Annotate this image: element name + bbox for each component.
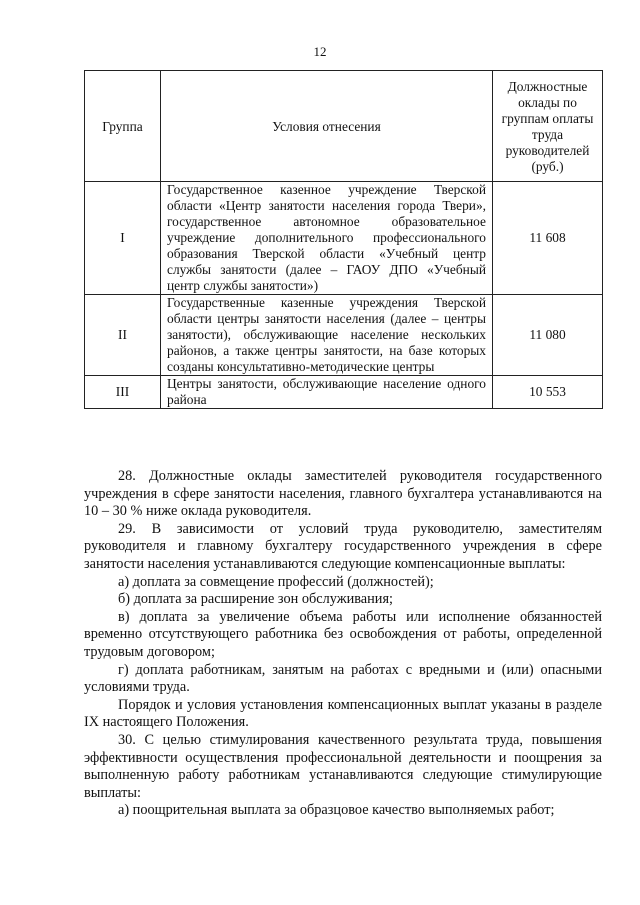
body-text (84, 468, 602, 820)
list-item: а) доплата за совмещение профессий (должностей); (118, 573, 434, 590)
paragraph-order: Порядок и условия установления компенсационных выплат указаны в разделе IX настоящего Положения. (84, 696, 602, 731)
table-row (85, 182, 603, 295)
conditions-cell: Центры занятости, обслуживающие население одного района (161, 376, 493, 409)
group-cell: II (85, 295, 161, 376)
list-item: в) доплата за увеличение объема работы или исполнение обязанностей временно отсутствующего работника без освобождения от работы, определенной трудовым договором; (84, 608, 602, 660)
table-row (85, 376, 603, 409)
list-item: а) поощрительная выплата за образцовое качество выполняемых работ; (118, 802, 555, 819)
paragraph-30: 30. С целью стимулирования качественного результата труда, повышения эффективности осуществления профессиональной деятельности и поощрения за выполненную работу работникам устанавливаются следующие стимулирующие выплаты: (84, 731, 602, 801)
group-cell: III (85, 376, 161, 409)
salary-cell: 10 553 (493, 376, 603, 409)
list-item: г) доплата работникам, занятым на работах с вредными и (или) опасными условиями труда. (84, 661, 602, 696)
conditions-cell: Государственные казенные учреждения Тверской области центры занятости населения (далее – центры занятости), обслуживающие население нескольких районов, а также центры занятости, на базе которых созданы консультативно-методические центры (161, 295, 493, 376)
page-number: 12 (313, 44, 327, 59)
table-header-row (85, 71, 603, 182)
salary-cell: 11 080 (493, 295, 603, 376)
conditions-cell: Государственное казенное учреждение Тверской области «Центр занятости населения города Твери», государственное автономное образовательное учреждение дополнительного профессионального образования Тверской области «Учебный центр службы занятости (далее – ГАОУ ДПО «Учебный центр службы занятости») (161, 182, 493, 295)
paragraph-28: 28. Должностные оклады заместителей руководителя государственного учреждения в сфере занятости населения, главного бухгалтера устанавливаются на 10 – 30 % ниже оклада руководителя. (84, 468, 602, 520)
table-row (85, 295, 603, 376)
salary-groups-table (84, 70, 603, 409)
paragraph-29: 29. В зависимости от условий труда руководителю, заместителям руководителя и главному бухгалтеру государственного учреждения в сфере занятости населения устанавливаются следующие компенсационные выплаты: (84, 520, 602, 572)
list-item: б) доплата за расширение зон обслуживания; (118, 591, 394, 608)
header-conditions: Условия отнесения (161, 71, 493, 182)
header-group: Группа (85, 71, 161, 182)
header-salary: Должностные оклады по группам оплаты труда руководителей (руб.) (493, 71, 603, 182)
salary-cell: 11 608 (493, 182, 603, 295)
group-cell: I (85, 182, 161, 295)
